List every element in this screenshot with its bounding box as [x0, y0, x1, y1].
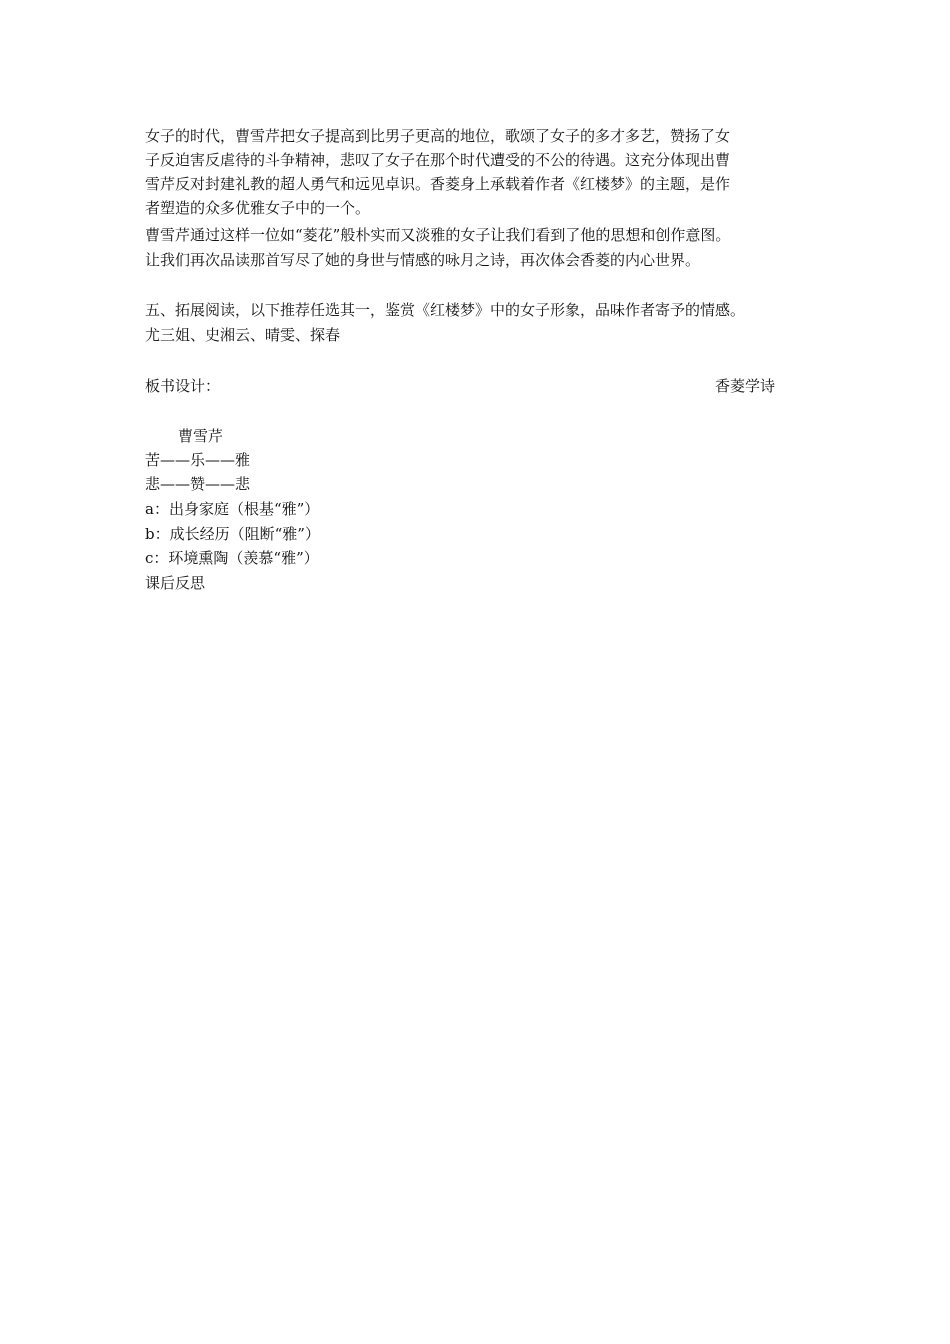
board-line: 悲——赞——悲 [145, 475, 251, 493]
reflection-heading: 课后反思 [145, 574, 206, 592]
paragraph-line: 雪芹反对封建礼教的超人勇气和远见卓识。香菱身上承载着作者《红楼梦》的主题，是作 [145, 175, 731, 193]
paragraph-line: 曹雪芹通过这样一位如“菱花”般朴实而又淡雅的女子让我们看到了他的思想和创作意图。 [145, 226, 731, 244]
board-item-c: c：环境熏陶（羡慕“雅”） [145, 549, 319, 567]
section-options: 尤三姐、史湘云、晴雯、探春 [145, 326, 341, 344]
section-heading: 五、拓展阅读，以下推荐任选其一，鉴赏《红楼梦》中的女子形象，品味作者寄予的情感。 [145, 301, 746, 319]
paragraph-line: 子反迫害反虐待的斗争精神，悲叹了女子在那个时代遭受的不公的待遇。这充分体现出曹 [145, 151, 731, 169]
board-design-label: 板书设计： [145, 377, 221, 395]
board-line: 苦——乐——雅 [145, 451, 251, 469]
paragraph-line: 者塑造的众多优雅女子中的一个。 [145, 199, 371, 217]
board-item-b: b：成长经历（阻断“雅”） [145, 525, 320, 543]
paragraph-line: 让我们再次品读那首写尽了她的身世与情感的咏月之诗，再次体会香菱的内心世界。 [145, 251, 701, 269]
board-item-a: a：出身家庭（根基“雅”） [145, 500, 320, 518]
paragraph-line: 女子的时代，曹雪芹把女子提高到比男子更高的地位，歌颂了女子的多才多艺，赞扬了女 [145, 127, 731, 145]
board-author: 曹雪芹 [178, 427, 224, 445]
board-title: 香菱学诗 [715, 377, 776, 395]
